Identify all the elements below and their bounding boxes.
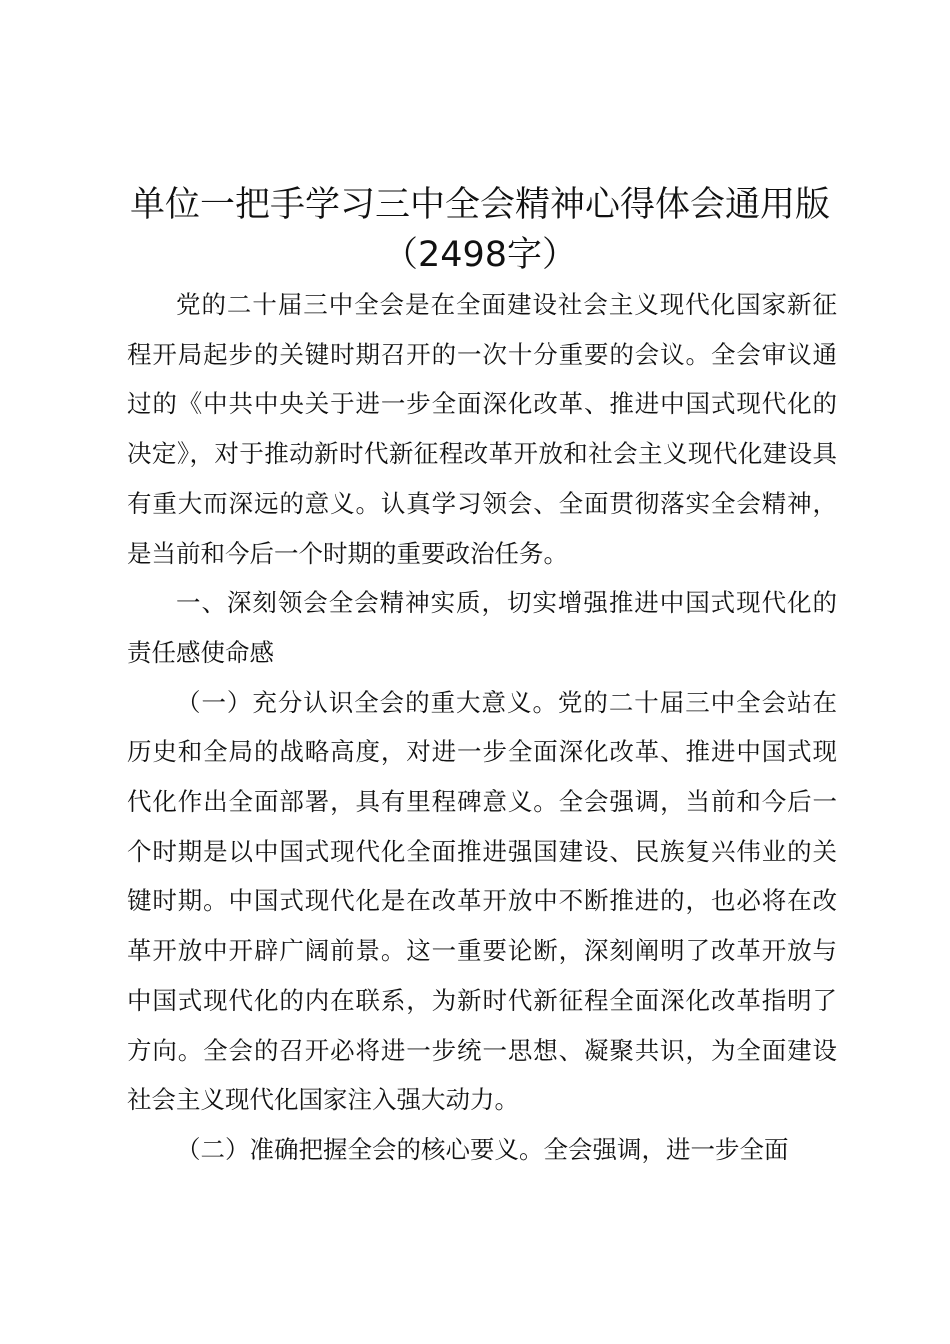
paragraph-subsection-1: （一）充分认识全会的重大意义。党的二十届三中全会站在历史和全局的战略高度，对进一步全面深化改革、推进中国式现代化作出全面部署，具有里程碑意义。全会强调，当前和今后一个时期是以中国式现代化全面推进强国建设、民族复兴伟业的关键时期。中国式现代化是在改革开放中不断推进的，也必将在改革开放中开辟广阔前景。这一重要论断，深刻阐明了改革开放与中国式现代化的内在联系，为新时代新征程全面深化改革指明了方向。全会的召开必将进一步统一思想、凝聚共识，为全面建设社会主义现代化国家注入强大动力。 [127,687,837,1115]
document-body [127,280,837,1175]
paragraph-subsection-2: （二）准确把握全会的核心要义。全会强调，进一步全面 [176,1134,789,1164]
section-heading-1: 一、深刻领会全会精神实质，切实增强推进中国式现代化的责任感使命感 [127,588,837,667]
paragraph-intro: 党的二十届三中全会是在全面建设社会主义现代化国家新征程开局起步的关键时期召开的一次十分重要的会议。全会审议通过的《中共中央关于进一步全面深化改革、推进中国式现代化的决定》，对于推动新时代新征程改革开放和社会主义现代化建设具有重大而深远的意义。认真学习领会、全面贯彻落实全会精神，是当前和今后一个时期的重要政治任务。 [127,290,837,568]
document-word-count: （2498字） [382,235,578,275]
document-title: 单位一把手学习三中全会精神心得体会通用版 [129,185,830,225]
